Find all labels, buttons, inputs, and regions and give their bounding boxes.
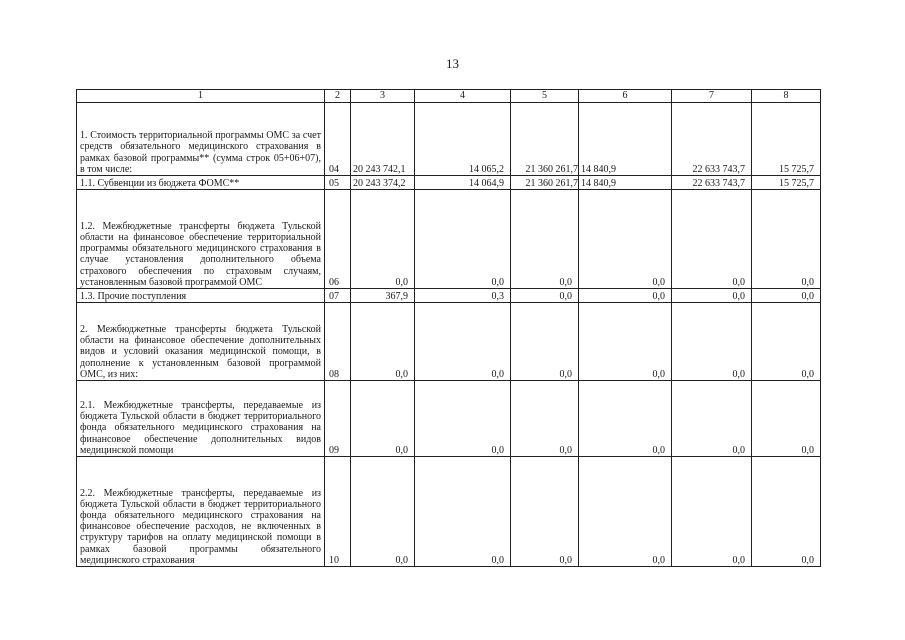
- value-cell: 14 840,9: [579, 176, 672, 190]
- budget-table: [76, 89, 821, 567]
- column-header: 5: [511, 90, 579, 103]
- row-label: 1.1. Субвенции из бюджета ФОМС**: [77, 176, 325, 190]
- row-code: 07: [325, 289, 351, 303]
- value-cell: 20 243 742,1: [351, 103, 415, 176]
- column-header: 4: [415, 90, 511, 103]
- page-number: 13: [446, 56, 459, 71]
- value-cell: 0,0: [351, 303, 415, 381]
- column-header: 3: [351, 90, 415, 103]
- table-row: [77, 289, 821, 303]
- value-cell: 0,0: [511, 303, 579, 381]
- value-cell: 15 725,7: [752, 176, 821, 190]
- value-cell: 0,0: [752, 303, 821, 381]
- column-header: 1: [77, 90, 325, 103]
- value-cell: 22 633 743,7: [672, 176, 752, 190]
- value-cell: 0,0: [511, 457, 579, 567]
- value-cell: 0,0: [752, 381, 821, 457]
- row-label: 1. Стоимость территориальной программы ОМС за счет средств обязательного медицинского страхования в рамках базовой программы** (сумма строк 05+06+07), в том числе:: [77, 103, 325, 176]
- value-cell: 22 633 743,7: [672, 103, 752, 176]
- value-cell: 14 840,9: [579, 103, 672, 176]
- row-code: 08: [325, 303, 351, 381]
- value-cell: 0,0: [351, 457, 415, 567]
- table-row: [77, 457, 821, 567]
- value-cell: 0,0: [579, 190, 672, 289]
- column-header: 6: [579, 90, 672, 103]
- value-cell: 0,0: [415, 190, 511, 289]
- value-cell: 15 725,7: [752, 103, 821, 176]
- value-cell: 367,9: [351, 289, 415, 303]
- column-header: 2: [325, 90, 351, 103]
- value-cell: 20 243 374,2: [351, 176, 415, 190]
- row-label: 2.1. Межбюджетные трансферты, передаваемые из бюджета Тульской области в бюджет территориального фонда обязательного медицинского страхования на финансовое обеспечение дополнительных видов медицинской помощи: [77, 381, 325, 457]
- row-code: 09: [325, 381, 351, 457]
- value-cell: 14 065,2: [415, 103, 511, 176]
- value-cell: 0,0: [752, 457, 821, 567]
- table-row: [77, 303, 821, 381]
- value-cell: 0,0: [351, 190, 415, 289]
- row-code: 04: [325, 103, 351, 176]
- value-cell: 0,0: [579, 303, 672, 381]
- value-cell: 21 360 261,7: [511, 176, 579, 190]
- value-cell: 0,0: [351, 381, 415, 457]
- table-row: [77, 381, 821, 457]
- table-row: [77, 176, 821, 190]
- row-label: 1.2. Межбюджетные трансферты бюджета Тульской области на финансовое обеспечение территориальной программы обязательного медицинского страхования в случае установления дополнительного объема страхового обеспечения по страховым случаям, установленным базовой программой ОМС: [77, 190, 325, 289]
- header-row: [77, 90, 821, 103]
- value-cell: 0,0: [579, 457, 672, 567]
- value-cell: 0,0: [672, 457, 752, 567]
- value-cell: 0,0: [415, 457, 511, 567]
- value-cell: 0,0: [511, 381, 579, 457]
- column-header: 8: [752, 90, 821, 103]
- value-cell: 0,0: [415, 303, 511, 381]
- value-cell: 0,0: [511, 289, 579, 303]
- value-cell: 0,0: [752, 289, 821, 303]
- value-cell: 0,0: [415, 381, 511, 457]
- column-header: 7: [672, 90, 752, 103]
- value-cell: 0,0: [672, 289, 752, 303]
- value-cell: 0,0: [511, 190, 579, 289]
- table-row: [77, 190, 821, 289]
- row-code: 10: [325, 457, 351, 567]
- row-code: 05: [325, 176, 351, 190]
- value-cell: 0,3: [415, 289, 511, 303]
- value-cell: 0,0: [672, 303, 752, 381]
- value-cell: 21 360 261,7: [511, 103, 579, 176]
- value-cell: 0,0: [579, 289, 672, 303]
- table-row: [77, 103, 821, 176]
- row-label: 2. Межбюджетные трансферты бюджета Тульской области на финансовое обеспечение дополнительных видов и условий оказания медицинской помощи, в дополнение к установленным базовой программой ОМС, из них:: [77, 303, 325, 381]
- value-cell: 0,0: [579, 381, 672, 457]
- row-code: 06: [325, 190, 351, 289]
- value-cell: 14 064,9: [415, 176, 511, 190]
- value-cell: 0,0: [752, 190, 821, 289]
- value-cell: 0,0: [672, 381, 752, 457]
- row-label: 1.3. Прочие поступления: [77, 289, 325, 303]
- row-label: 2.2. Межбюджетные трансферты, передаваемые из бюджета Тульской области в бюджет территориального фонда обязательного медицинского страхования на финансовое обеспечение расходов, не включенных в структуру тарифов на оплату медицинской помощи в рамках базовой программы обязательного медицинского страхования: [77, 457, 325, 567]
- value-cell: 0,0: [672, 190, 752, 289]
